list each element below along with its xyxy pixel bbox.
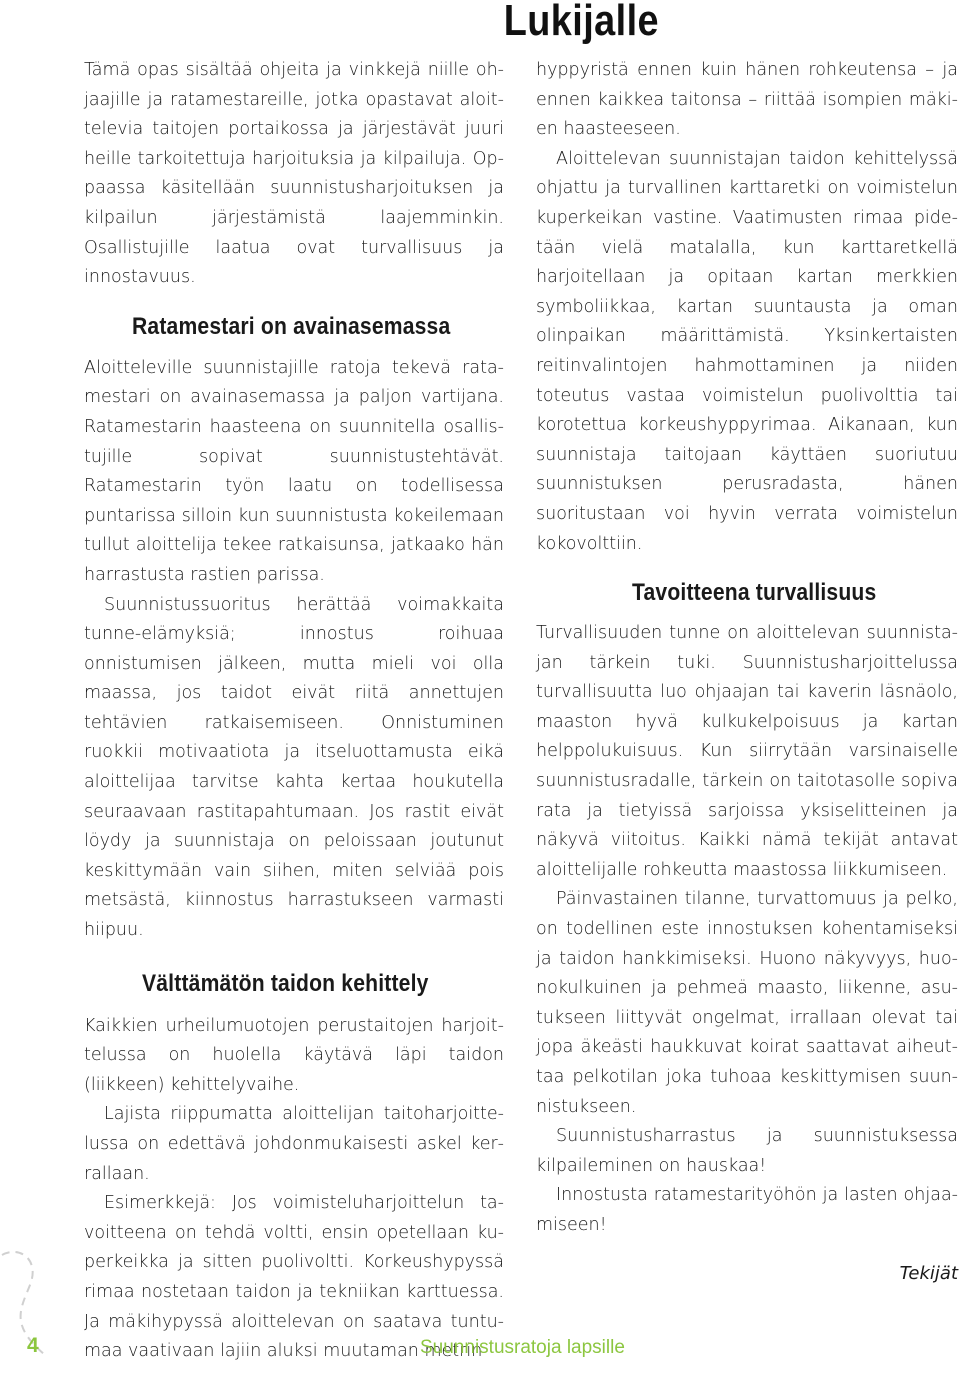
- paragraph: Innostusta ratamestarityöhön ja lasten ohjaamiseen!: [536, 1185, 958, 1235]
- signature: Tekijät: [899, 1262, 958, 1284]
- left-column: [84, 56, 504, 1367]
- section-heading-ratamestari: Ratamestari on avainasemassa: [132, 312, 451, 340]
- paragraph: Esimerkkejä: Jos voimisteluharjoittelun tavoitteena on tehdä voltti, ensin opetellaan kuperkeikka ja sitten puolivoltti. Korkeushypyssä rimaa nostetaan taidon ja tekniikan karttuessa. Ja mäkihypyssä aloittelevan on saatava tuntumaa vaativaan lajiin aluksi muutaman metrin: [84, 1193, 504, 1362]
- intro-paragraph: Tämä opas sisältää ohjeita ja vinkkejä niille ohjaajille ja ratamestareille, jotka opastavat aloittelevia taitojen portaikossa ja järjestävät juuri heille tarkoitettuja harjoituksia ja kilpailuja. Oppaassa käsitellään suunnistusharjoituksen ja kilpailun järjestämistä laajemminkin. Osallistujille laatua ovat turvallisuus ja innostavuus.: [84, 60, 504, 288]
- page-title: Lukijalle: [503, 0, 659, 45]
- paragraph: Aloittelevan suunnistajan taidon kehittelyssä ohjattu ja turvallinen karttaretki on voimistelun kuperkeikan vastine. Vaatimusten rimaa pidetään vielä matalalla, kun karttaretkellä harjoitellaan ja opitaan kartan merkkien symboliikkaa, kartan suuntausta ja oman olinpaikan määrittämistä. Yksinkertaisten reitinvalintojen hahmottaminen ja niiden toteutus vastaa voimistelun puolivolttia tai korotettua korkeushyppyrimaa. Aikanaan, kun suunnistaja taitojaan käyttäen suoriutuu suunnistuksen perusradasta, hänen suoritustaan voi hyvin verrata voimistelun kokovolttiin.: [536, 148, 958, 554]
- paragraph: Suunnistusharrastus ja suunnistuksessa kilpaileminen on hauskaa!: [536, 1126, 958, 1176]
- paragraph: Turvallisuuden tunne on aloittelevan suunnistajan tärkein tuki. Suunnistusharjoittelussa turvallisuutta luo ohjaajan tai kaverin läsnäolo, maaston hyvä kulkukelpoisuus ja kartan helppolukuisuus. Kun siirrytään varsinaiselle suunnistusradalle, tärkein on taitotasolle sopiva rata ja tietyissä sarjoissa yksiselitteinen ja näkyvä viitoitus. Kaikki nämä tekijät antavat aloittelijalle rohkeutta maastossa liikkumiseen.: [536, 623, 958, 880]
- paragraph: Kaikkien urheilumuotojen perustaitojen harjoittelussa on huolella käytävä läpi taidon (liikkeen) kehittelyvaihe.: [84, 1015, 504, 1095]
- section-heading-valttamaton: Välttämätön taidon kehittely: [142, 969, 429, 997]
- right-column: [536, 56, 958, 1284]
- paragraph: Aloitteleville suunnistajille ratoja tekevä ratamestari on avainasemassa ja paljon vartijana. Ratamestarin haasteena on suunnitella osallistujille sopivat suunnistustehtävät. Ratamestarin työn laatu on todellisessa puntarissa silloin kun suunnistusta kokeilemaan tullut aloittelija tekee ratkaisunsa, jatkaako hän harrastusta rastien parissa.: [84, 357, 504, 585]
- footer-title: Suunnistusratoja lapsille: [420, 1337, 625, 1358]
- page-number: 4: [27, 1334, 39, 1357]
- paragraph: hyppyristä ennen kuin hänen rohkeutensa – ja ennen kaikkea taitonsa – riittää isompien mäkien haasteeseen.: [536, 60, 958, 140]
- paragraph: Lajista riippumatta aloittelijan taitoharjoittelussa on edettävä johdonmukaisesti askel kerrallaan.: [84, 1104, 504, 1184]
- paragraph: Päinvastainen tilanne, turvattomuus ja pelko, on todellinen este innostuksen kohentamiseksi ja taidon hankkimiseksi. Huono näkyvyys, huonokulkuinen ja pehmeä maasto, liikenne, asutukseen liittyvät ongelmat, irrallaan olevat tai jopa äkeästi haukkuvat koirat saattavat aiheuttaa pelkotilan joka tuhoaa keskittymisen suunnistukseen.: [536, 889, 958, 1117]
- section-heading-tavoitteena: Tavoitteena turvallisuus: [632, 579, 877, 607]
- paragraph: Suunnistussuoritus herättää voimakkaita tunne-elämyksiä; innostus roihuaa onnistumisen jälkeen, mutta mieli voi olla maassa, jos taidot eivät riitä annettujen tehtävien ratkaisemiseen. Onnistuminen ruokkii motivaatiota ja itseluottamusta eikä aloittelijaa tarvitse kahta kertaa houkutella seuraavaan rastitapahtumaan. Jos rastit eivät löydy ja suunnistaja on peloissaan joutunut keskittymään vain siihen, miten selviää pois metsästä, kiinnostus harrastukseen varmasti hiipuu.: [84, 594, 504, 941]
